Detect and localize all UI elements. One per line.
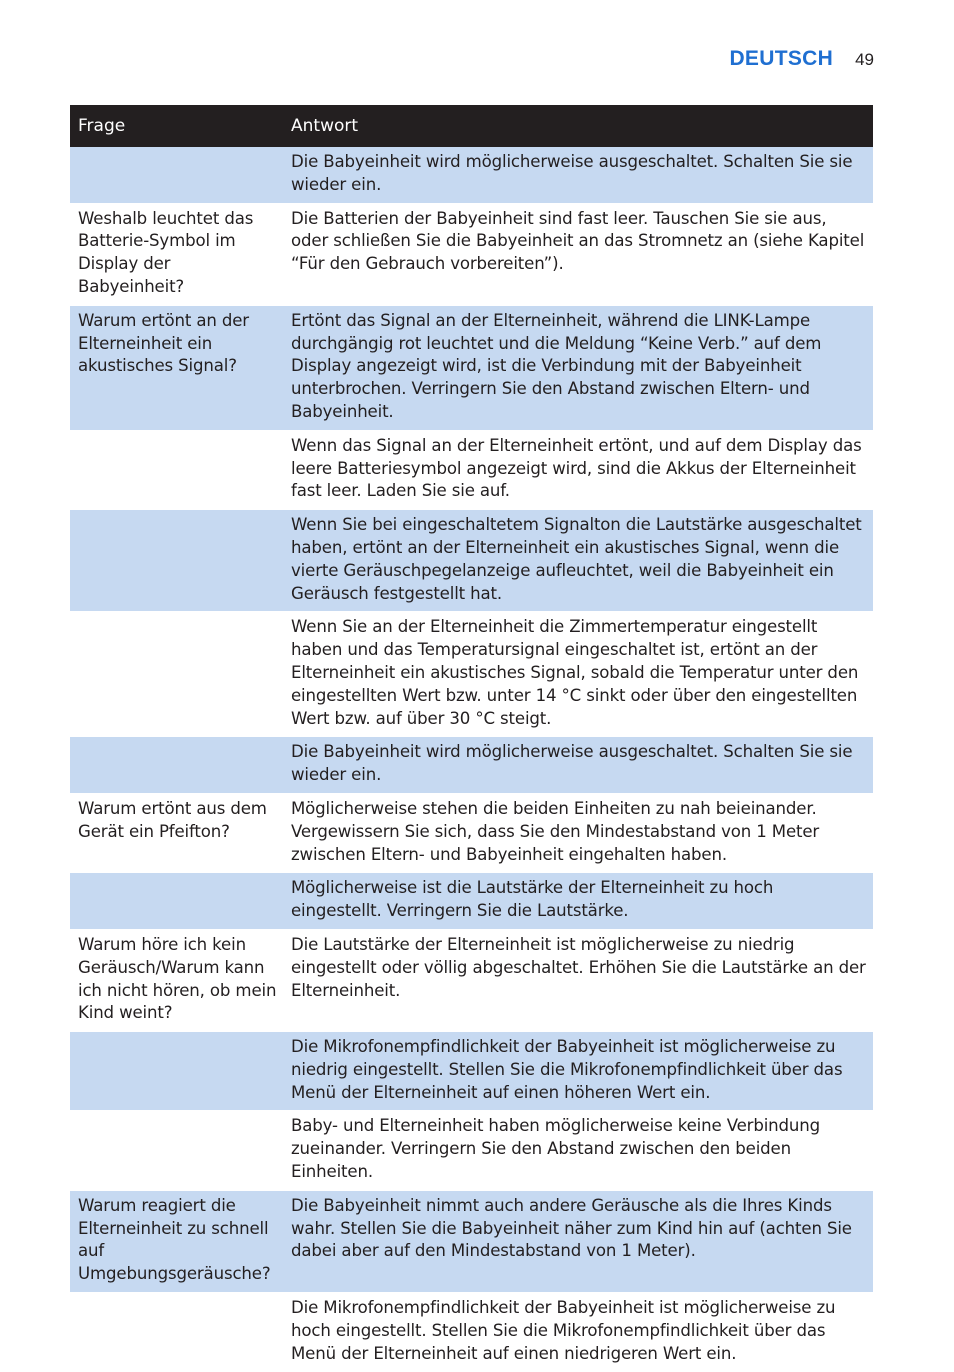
table-row bbox=[70, 510, 873, 612]
answer-cell: Baby- und Elterneinheit haben möglicherweise keine Verbindung zueinander. Verringern Sie den Abstand zwischen den beiden Einheiten. bbox=[291, 1116, 821, 1182]
language-label: DEUTSCH bbox=[729, 47, 834, 70]
table-row bbox=[70, 1293, 873, 1372]
table-row bbox=[70, 306, 873, 431]
question-cell: Warum höre ich kein Geräusch/Warum kann ich nicht hören, ob mein Kind weint? bbox=[78, 934, 277, 1023]
question-cell: Weshalb leuchtet das Batterie-Symbol im Display der Babyeinheit? bbox=[78, 208, 254, 296]
table-row bbox=[70, 1111, 873, 1190]
answer-cell: Die Babyeinheit nimmt auch andere Geräusche als die Ihres Kinds wahr. Stellen Sie die Babyeinheit näher zum Kind hin auf (achten Sie dabei aber auf den Mindestabstand von 1 Meter). bbox=[291, 1195, 852, 1261]
table-row bbox=[70, 1191, 873, 1293]
answer-cell: Möglicherweise ist die Lautstärke der Elterneinheit zu hoch eingestellt. Verringern Sie die Lautstärke. bbox=[291, 878, 774, 921]
answer-cell: Ertönt das Signal an der Elterneinheit, während die LINK-Lampe durchgängig rot leuchtet und die Meldung “Keine Verb.” auf dem Display angezeigt wird, ist die Verbindung mit der Babyeinheit unterbrochen. Verringern Sie den Abstand zwischen Eltern- und Babyeinheit. bbox=[291, 310, 822, 421]
answer-cell: Wenn Sie an der Elterneinheit die Zimmertemperatur eingestellt haben und das Temperatursignal eingeschaltet ist, ertönt an der Elterneinheit ein akustisches Signal, sobald die Temperatur unter den eingestellten Wert bzw. unter 14 °C sinkt oder über den eingestellten Wert bzw. auf über 30 °C steigt. bbox=[291, 617, 859, 728]
column-header-question: Frage bbox=[78, 116, 126, 136]
question-cell: Warum ertönt an der Elterneinheit ein akustisches Signal? bbox=[78, 310, 249, 376]
table-row bbox=[70, 204, 873, 306]
table-header bbox=[70, 105, 873, 147]
page-header bbox=[729, 47, 874, 71]
column-header-answer: Antwort bbox=[291, 116, 359, 136]
answer-cell: Die Babyeinheit wird möglicherweise ausgeschaltet. Schalten Sie sie wieder ein. bbox=[291, 152, 853, 194]
answer-cell: Die Lautstärke der Elterneinheit ist möglicherweise zu niedrig eingestellt oder völlig abgeschaltet. Erhöhen Sie die Lautstärke an der Elterneinheit. bbox=[291, 934, 866, 1000]
answer-cell: Wenn Sie bei eingeschaltetem Signalton die Lautstärke ausgeschaltet haben, ertönt an der Elterneinheit ein akustisches Signal, wenn die vierte Geräuschpegelanzeige aufleuchtet, weil die Babyeinheit ein Geräusch festgestellt hat. bbox=[291, 515, 862, 603]
table-row bbox=[70, 794, 873, 873]
answer-cell: Möglicherweise stehen die beiden Einheiten zu nah beieinander. Vergewissern Sie sich, dass Sie den Mindestabstand von 1 Meter zwischen Eltern- und Babyeinheit eingehalten haben. bbox=[291, 798, 820, 864]
faq-table bbox=[70, 105, 873, 1372]
table-row bbox=[70, 873, 873, 930]
table-row bbox=[70, 431, 873, 510]
question-cell: Warum ertönt aus dem Gerät ein Pfeifton? bbox=[78, 798, 267, 841]
table-row bbox=[70, 930, 873, 1032]
table-row bbox=[70, 737, 873, 794]
answer-cell: Die Mikrofonempfindlichkeit der Babyeinheit ist möglicherweise zu niedrig eingestellt. Stellen Sie die Mikrofonempfindlichkeit über das Menü der Elterneinheit auf einen höheren Wert ein. bbox=[291, 1037, 843, 1102]
page-number: 49 bbox=[855, 50, 874, 69]
answer-cell: Die Batterien der Babyeinheit sind fast leer. Tauschen Sie sie aus, oder schließen Sie die Babyeinheit an das Stromnetz an (siehe Kapitel “Für den Gebrauch vorbereiten”). bbox=[291, 208, 865, 274]
table-row bbox=[70, 147, 873, 204]
table-row bbox=[70, 612, 873, 737]
question-cell: Warum reagiert die Elterneinheit zu schnell auf Umgebungsgeräusche? bbox=[78, 1195, 271, 1284]
answer-cell: Wenn das Signal an der Elterneinheit ertönt, und auf dem Display das leere Batteriesymbol angezeigt wird, sind die Akkus der Elterneinheit fast leer. Laden Sie sie auf. bbox=[291, 435, 862, 501]
answer-cell: Die Babyeinheit wird möglicherweise ausgeschaltet. Schalten Sie sie wieder ein. bbox=[291, 742, 853, 785]
answer-cell: Die Mikrofonempfindlichkeit der Babyeinheit ist möglicherweise zu hoch eingestellt. Stellen Sie die Mikrofonempfindlichkeit über das Menü der Elterneinheit auf einen niedrigeren Wert ein. bbox=[291, 1298, 836, 1363]
table-row bbox=[70, 1032, 873, 1111]
